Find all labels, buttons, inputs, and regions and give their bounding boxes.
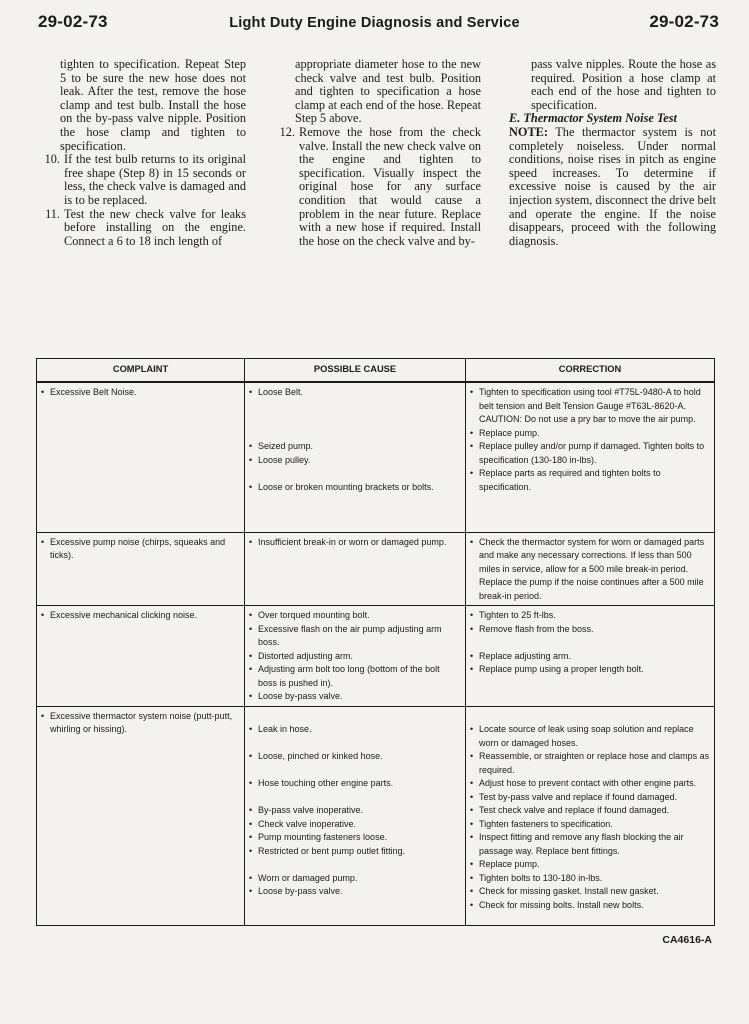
cause-cell	[245, 532, 466, 606]
correction-cell	[466, 382, 715, 532]
correction-item: Check for missing bolts. Install new bolts.	[479, 899, 644, 910]
bullet: •	[41, 536, 45, 547]
complaint-cell	[37, 606, 245, 707]
complaint-cell	[37, 532, 245, 606]
cause-item: Loose by-pass valve.	[258, 886, 343, 896]
column-header-correction: CORRECTION	[466, 359, 715, 383]
numbered-step-11	[38, 208, 246, 249]
correction-cell	[466, 532, 715, 606]
text-column-2	[273, 58, 481, 248]
cause-item: Worn or damaged pump.	[258, 872, 358, 883]
cause-item: Check valve inoperative.	[258, 818, 357, 829]
cause-cell	[245, 706, 466, 926]
bullet: •	[470, 832, 474, 842]
correction-item: Test check valve and replace if found damaged.	[479, 805, 670, 815]
correction-cell	[466, 606, 715, 707]
correction-item: Replace pulley and/or pump if damaged. Tighten bolts to specification (130-180 in-lbs).	[479, 441, 705, 465]
bullet: •	[249, 724, 253, 734]
complaint-text: Excessive pump noise (chirps, squeaks and ticks).	[50, 536, 226, 560]
bullet: •	[249, 481, 253, 492]
bullet: •	[470, 805, 474, 815]
bullet: •	[249, 805, 253, 815]
text-column-1	[38, 58, 246, 248]
correction-item: Tighten fasteners to specification.	[479, 818, 613, 829]
complaint-text: Excessive mechanical clicking noise.	[50, 610, 198, 620]
bullet: •	[249, 691, 253, 701]
complaint-text: Excessive thermactor system noise (putt-putt, whirling or hissing).	[50, 710, 233, 734]
bullet: •	[470, 468, 474, 478]
cause-item: Loose Belt.	[258, 387, 304, 397]
step-number: 11.	[45, 206, 60, 221]
bullet: •	[470, 664, 474, 674]
bullet: •	[249, 751, 253, 761]
complaint-text: Excessive Belt Noise.	[50, 387, 137, 397]
cause-item: Over torqued mounting bolt.	[258, 610, 370, 620]
cause-cell	[245, 382, 466, 532]
running-title: Light Duty Engine Diagnosis and Service	[229, 15, 520, 31]
bullet: •	[249, 623, 253, 634]
cause-item: Distorted adjusting arm.	[258, 650, 354, 661]
bullet: •	[249, 454, 253, 465]
bullet: •	[249, 441, 253, 451]
bullet: •	[470, 610, 474, 620]
cause-item: Insufficient break-in or worn or damaged pump.	[258, 536, 447, 547]
step-text: Remove the hose from the check valve. Install the new check valve on the engine and tighten to specification. Visually inspect the original hose for any surface condition that would cause a problem in the near future. Replace with a new hose if required. Install the hose on the check valve and by-	[299, 124, 481, 248]
page-number-left: 29-02-73	[38, 12, 108, 31]
bullet: •	[41, 710, 45, 721]
bullet: •	[470, 387, 474, 397]
correction-item: Check the thermactor system for worn or damaged parts and make any necessary corrections. If less than 500 miles in service, allow for a 500 mile break-in period. Replace the pump if the noise continues after a 500 mile break-in period.	[479, 536, 705, 601]
correction-item: Replace parts as required and tighten bolts to specification.	[479, 468, 661, 492]
bullet: •	[249, 536, 253, 547]
bullet: •	[470, 778, 474, 788]
correction-item: Replace pump.	[479, 859, 540, 869]
bullet: •	[470, 724, 474, 734]
numbered-step-12	[273, 126, 481, 248]
correction-item: Remove flash from the boss.	[479, 623, 594, 634]
numbered-step-10	[38, 153, 246, 207]
diagnosis-table	[36, 358, 715, 926]
step-text: Test the new check valve for leaks before installing on the engine. Connect a 6 to 18 inch length of	[64, 206, 246, 248]
cause-item: Leak in hose.	[258, 724, 312, 734]
correction-item: Replace pump using a proper length bolt.	[479, 664, 644, 674]
correction-item: Adjust hose to prevent contact with other engine parts.	[479, 778, 697, 788]
note-text: The thermactor system is not completely noiseless. Under normal conditions, noise rises in pitch as engine speed increases. To determine if excessive noise is caused by the air injection system, disconnect the drive belt and operate the engine. If the noise disappears, proceed with the following diagnosis.	[509, 124, 716, 248]
text-column-3	[509, 58, 716, 248]
bullet: •	[470, 818, 474, 829]
bullet: •	[249, 845, 253, 856]
bullet: •	[470, 751, 474, 761]
bullet: •	[470, 623, 474, 634]
bullet: •	[249, 610, 253, 620]
correction-item: Check for missing gasket. Install new gasket.	[479, 886, 659, 896]
bullet: •	[249, 650, 253, 661]
bullet: •	[470, 791, 474, 802]
bullet: •	[470, 899, 474, 910]
cause-cell	[245, 606, 466, 707]
page-number-right: 29-02-73	[649, 12, 719, 31]
bullet: •	[41, 610, 45, 620]
table-row	[37, 706, 715, 926]
correction-cell	[466, 706, 715, 926]
complaint-cell	[37, 382, 245, 532]
table-header-row	[37, 359, 715, 383]
bullet: •	[249, 778, 253, 788]
complaint-cell	[37, 706, 245, 926]
table-row	[37, 606, 715, 707]
note-paragraph	[509, 126, 716, 248]
column-header-cause: POSSIBLE CAUSE	[245, 359, 466, 383]
bullet: •	[249, 387, 253, 397]
bullet: •	[249, 872, 253, 883]
bullet: •	[249, 818, 253, 829]
paragraph: appropriate diameter hose to the new check valve and test bulb. Position and tighten to specification a hose clamp at each end of the hose. Repeat Step 5 above.	[295, 57, 481, 126]
bullet: •	[41, 387, 45, 397]
bullet: •	[249, 886, 253, 896]
correction-item: Locate source of leak using soap solution and replace worn or damaged hoses.	[479, 724, 694, 748]
bullet: •	[470, 441, 474, 451]
cause-item: Pump mounting fasteners loose.	[258, 832, 388, 842]
cause-item: Loose by-pass valve.	[258, 691, 343, 701]
cause-item: Loose or broken mounting brackets or bolts.	[258, 481, 434, 492]
bullet: •	[470, 650, 474, 661]
correction-item: Tighten to 25 ft-lbs.	[479, 610, 556, 620]
bullet: •	[470, 872, 474, 883]
cause-item: Hose touching other engine parts.	[258, 778, 394, 788]
step-number: 12.	[279, 124, 295, 139]
step-text: If the test bulb returns to its original free shape (Step 8) in 15 seconds or less, the check valve is damaged and is to be replaced.	[64, 152, 246, 207]
correction-item: Inspect fitting and remove any flash blocking the air passage way. Replace bent fittings.	[479, 832, 684, 856]
paragraph: pass valve nipples. Route the hose as required. Position a hose clamp at each end of the hose and tighten to specification.	[531, 57, 716, 112]
bullet: •	[470, 427, 474, 438]
correction-item: Tighten to specification using tool #T75L-9480-A to hold belt tension and Belt Tension Gauge #T63L-8620-A. CAUTION: Do not use a pry bar to move the air pump.	[479, 387, 701, 424]
note-label: NOTE:	[509, 124, 548, 139]
cause-item: Seized pump.	[258, 441, 314, 451]
bullet: •	[249, 664, 253, 674]
cause-item: Loose pulley.	[258, 454, 311, 465]
bullet: •	[249, 832, 253, 842]
bullet: •	[470, 536, 474, 547]
table-row	[37, 532, 715, 606]
cause-item: Adjusting arm bolt too long (bottom of the bolt boss is pushed in).	[258, 664, 440, 688]
cause-item: Restricted or bent pump outlet fitting.	[258, 845, 406, 856]
correction-item: Reassemble, or straighten or replace hose and clamps as required.	[479, 751, 710, 775]
section-heading: E. Thermactor System Noise Test	[509, 111, 677, 126]
cause-item: Loose, pinched or kinked hose.	[258, 751, 383, 761]
cause-item: By-pass valve inoperative.	[258, 805, 364, 815]
correction-item: Test by-pass valve and replace if found damaged.	[479, 791, 678, 802]
paragraph: tighten to specification. Repeat Step 5 to be sure the new hose does not leak. After the test, remove the hose clamp and test bulb. Install the hose on the by-pass valve nipple. Position the hose clamp and tighten to specification.	[60, 57, 246, 153]
figure-id: CA4616-A	[662, 934, 712, 946]
correction-item: Replace adjusting arm.	[479, 650, 572, 661]
step-number: 10.	[44, 152, 60, 167]
correction-item: Tighten bolts to 130-180 in-lbs.	[479, 872, 603, 883]
bullet: •	[470, 859, 474, 869]
column-header-complaint: COMPLAINT	[37, 359, 245, 383]
table-row	[37, 382, 715, 532]
bullet: •	[470, 886, 474, 896]
cause-item: Excessive flash on the air pump adjusting arm boss.	[258, 623, 442, 647]
correction-item: Replace pump.	[479, 427, 540, 438]
